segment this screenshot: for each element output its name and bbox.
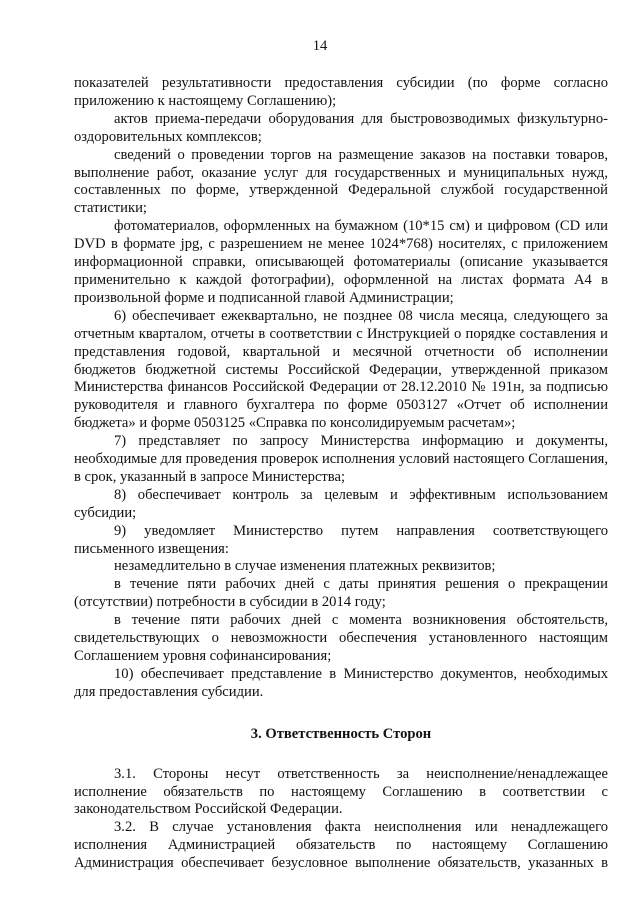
paragraph: незамедлительно в случае изменения платежных реквизитов; — [114, 558, 496, 575]
paragraph: 7) представляет по запросу Министерства информацию и документы, необходимые для проведения проверок исполнения условий настоящего Соглашения, в срок, указанный в запросе Министерства; — [74, 433, 608, 485]
paragraph: 10) обеспечивает представление в Министерство документов, необходимых для предоставления субсидии. — [74, 665, 608, 700]
document-body — [74, 75, 608, 873]
paragraph: фотоматериалов, оформленных на бумажном (10*15 см) и цифровом (CD или DVD в формате jpg, с разрешением не менее 1024*768) носителях, с приложением информационной справки, описывающей фотоматериалы (описание указывается применительно к каждой фотографии), оформленной на листах формата А4 в произвольной форме и подписанной главой Администрации; — [74, 218, 608, 306]
paragraph: в течение пяти рабочих дней с момента возникновения обстоятельств, свидетельствующих о невозможности обеспечения установленного настоящим Соглашением уровня софинансирования; — [74, 612, 608, 664]
section-heading: 3. Ответственность Сторон — [250, 725, 432, 742]
paragraph: в течение пяти рабочих дней с даты принятия решения о прекращении (отсутствии) потребности в субсидии в 2014 году; — [74, 576, 608, 611]
paragraph: показателей результативности предоставления субсидии (по форме согласно приложению к настоящему Соглашению); — [74, 75, 608, 109]
paragraph: 9) уведомляет Министерство путем направления соответствующего письменного извещения: — [74, 522, 608, 557]
paragraph: 3.1. Стороны несут ответственность за неисполнение/ненадлежащее исполнение обязательств по настоящему Соглашению в соответствии с законодательством Российской Федерации. — [74, 765, 608, 818]
paragraph: сведений о проведении торгов на размещение заказов на поставки товаров, выполнение работ, оказание услуг для государственных и муниципальных нужд, составленных по форме, утвержденной Федеральной службой государственной статистики; — [74, 146, 608, 217]
paragraph: 6) обеспечивает ежеквартально, не позднее 08 числа месяца, следующего за отчетным кварталом, отчеты в соответствии с Инструкцией о порядке составления и представления годовой, квартальной и месячной отчетности об исполнении бюджетов бюджетной системы Российской Федерации, утвержденной приказом Министерства финансов Российской Федерации от 28.12.2010 № 191н, за подписью руководителя и главного бухгалтера по форме 0503127 «Отчет об исполнении бюджета» и форме 0503125 «Справка по консолидируемым расчетам»; — [74, 307, 608, 432]
page-number: 14 — [312, 38, 328, 54]
paragraph: 3.2. В случае установления факта неисполнения или ненадлежащего исполнения Администрацией обязательств по настоящему Соглашению Администрация обеспечивает безусловное выполнение обязательств, указанных в — [74, 819, 608, 872]
paragraph: 8) обеспечивает контроль за целевым и эффективным использованием субсидии; — [74, 486, 608, 521]
paragraph: актов приема-передачи оборудования для быстровозводимых физкультурно-оздоровительных комплексов; — [74, 110, 608, 145]
